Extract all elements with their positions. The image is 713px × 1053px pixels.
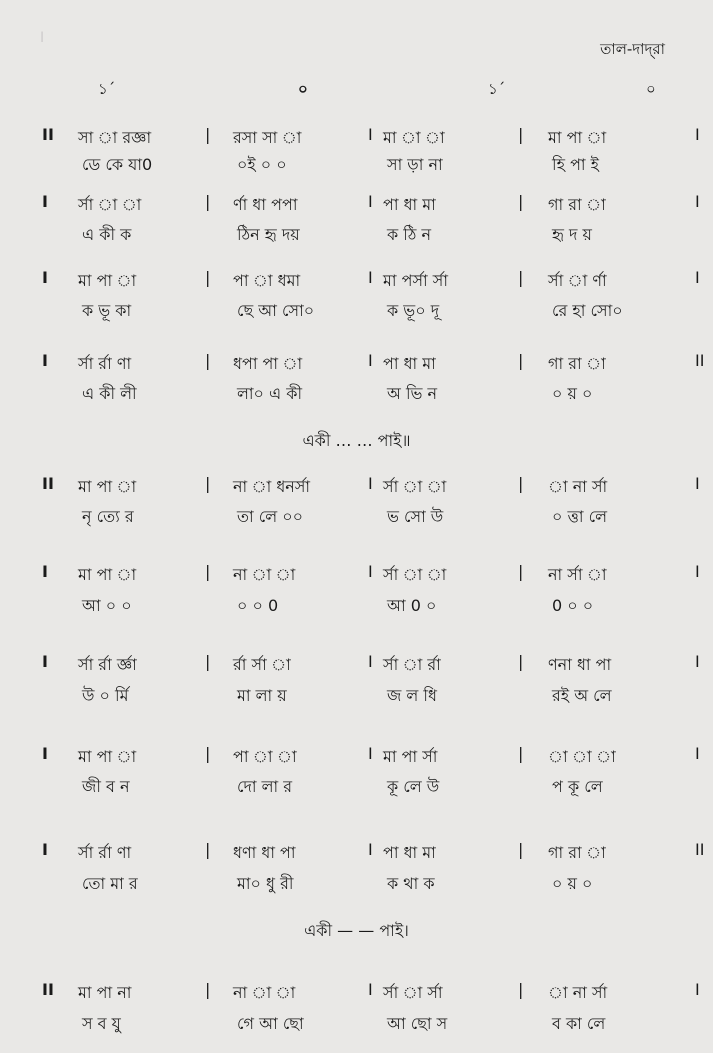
swar-segment: র্রা র্সা া — [233, 655, 291, 674]
swar-segment: রসা সা া — [233, 128, 302, 147]
lyric-segment: কূ লে উ — [387, 777, 440, 796]
swar-segment: র্সা র্রা ণা — [78, 843, 132, 862]
swar-segment: ধপা পা া — [233, 354, 303, 373]
barline: | — [205, 268, 211, 287]
barline: | — [205, 351, 211, 370]
barline: I — [368, 562, 373, 581]
swar-row — [0, 192, 713, 218]
swar-segment: ণনা ধা পা — [548, 655, 612, 674]
barline: I — [368, 840, 373, 859]
barline: I — [368, 268, 373, 287]
barline: I — [368, 652, 373, 671]
swar-row — [0, 474, 713, 500]
lyric-segment: ছে আ সো০ — [237, 301, 315, 320]
swar-row — [0, 562, 713, 588]
swar-segment: া া া — [548, 747, 616, 766]
lyric-segment: গে আ ছো — [237, 1014, 304, 1033]
lyric-row — [0, 504, 713, 530]
lyric-row — [0, 381, 713, 407]
lyric-segment: ক ভূ০ দূ — [387, 301, 440, 320]
swar-segment: পা ধা মা — [383, 843, 436, 862]
barline: | — [518, 562, 524, 581]
lyric-segment: এ কী ক — [82, 225, 132, 244]
lyric-segment: রই অ লে — [552, 686, 612, 705]
swar-segment: না া া — [233, 983, 296, 1002]
swar-row — [0, 652, 713, 678]
taal-label: তাল-দাদ্‌রা — [600, 40, 665, 58]
start-barline: I — [42, 268, 48, 287]
barline: I — [368, 125, 373, 144]
lyric-segment: লা০ এ কী — [237, 384, 303, 403]
swar-segment: মা পা া — [78, 271, 137, 290]
lyric-segment: এ কী লী — [82, 384, 137, 403]
end-barline: I — [695, 192, 700, 211]
start-barline: II — [42, 980, 54, 999]
end-barline: I — [695, 652, 700, 671]
beat-marker: ০ — [298, 80, 308, 98]
end-barline: I — [695, 125, 700, 144]
barline: | — [518, 192, 524, 211]
lyric-segment: ০ ০ 0 — [237, 596, 279, 615]
swar-segment: সা া রজ্ঞা — [78, 128, 152, 147]
barline: | — [518, 840, 524, 859]
lyric-segment: ক ঠি ন — [387, 225, 432, 244]
swar-row — [0, 351, 713, 377]
swar-segment: গা রা া — [548, 195, 606, 214]
lyric-segment: ক ভূ কা — [82, 301, 132, 320]
lyric-segment: আ ছো স — [387, 1014, 448, 1033]
swar-segment: মা পা া — [78, 477, 137, 496]
lyric-segment: ব কা লে — [552, 1014, 606, 1033]
swar-row — [0, 840, 713, 866]
beat-marker: ১´ — [98, 80, 116, 98]
swar-segment: না র্সা া — [548, 565, 607, 584]
barline: | — [518, 474, 524, 493]
swar-segment: া না র্সা — [548, 983, 608, 1002]
lyric-segment: রে হা সো০ — [552, 301, 623, 320]
lyric-segment: ডে কে যা0 — [82, 155, 153, 174]
barline: | — [518, 744, 524, 763]
lyric-row — [0, 1011, 713, 1037]
end-barline: II — [695, 840, 705, 859]
lyric-segment: 0 ০ ০ — [552, 596, 594, 615]
lyric-row — [0, 683, 713, 709]
lyric-segment: মা লা য় — [237, 686, 287, 705]
barline: | — [518, 351, 524, 370]
start-barline: I — [42, 652, 48, 671]
lyric-segment: দো লা র — [237, 777, 293, 796]
barline: | — [205, 840, 211, 859]
start-barline: I — [42, 351, 48, 370]
start-barline: II — [42, 125, 54, 144]
beat-markers — [0, 78, 713, 102]
barline: | — [205, 980, 211, 999]
lyric-segment: উ ০ র্মি — [82, 686, 129, 705]
swar-segment: পা া ধমা — [233, 271, 301, 290]
start-barline: I — [42, 840, 48, 859]
swar-row — [0, 125, 713, 151]
refrain-line: একী — — পাই। — [304, 921, 409, 940]
swar-segment: না া া — [233, 565, 296, 584]
lyric-segment: মা০ ধু রী — [237, 874, 294, 893]
lyric-segment: আ ০ ০ — [82, 596, 132, 615]
swar-segment: র্সা া র্ণা — [548, 271, 607, 290]
lyric-segment: ঠিন হৃ দয় — [237, 225, 300, 244]
lyric-segment: ক থা ক — [387, 874, 435, 893]
lyric-segment: ০ য় ০ — [552, 874, 593, 893]
swar-segment: ধণা ধা পা — [233, 843, 296, 862]
barline: | — [205, 562, 211, 581]
lyric-segment: ভ সো উ — [387, 507, 444, 526]
barline: | — [518, 652, 524, 671]
swar-segment: র্সা া া — [383, 477, 447, 496]
swar-segment: া না র্সা — [548, 477, 608, 496]
lyric-row — [0, 871, 713, 897]
swar-row — [0, 268, 713, 294]
end-barline: I — [695, 474, 700, 493]
barline: | — [205, 744, 211, 763]
start-barline: II — [42, 474, 54, 493]
barline: | — [518, 980, 524, 999]
swar-segment: পা ধা মা — [383, 195, 436, 214]
start-barline: I — [42, 562, 48, 581]
swar-segment: পা ধা মা — [383, 354, 436, 373]
swar-row — [0, 980, 713, 1006]
lyric-segment: সা ড়া না — [387, 155, 443, 174]
swar-segment: র্সা া া — [78, 195, 142, 214]
barline: | — [205, 474, 211, 493]
lyric-segment: নৃ ত্যে র — [82, 507, 134, 526]
lyric-segment: প কূ লে — [552, 777, 603, 796]
lyric-segment: ০ই ০ ০ — [237, 155, 287, 174]
barline: | — [518, 125, 524, 144]
barline: | — [205, 192, 211, 211]
swar-segment: মা পা া — [78, 565, 137, 584]
lyric-segment: তা লে ০০ — [237, 507, 304, 526]
lyric-segment: জী ব ন — [82, 777, 130, 796]
end-barline: I — [695, 562, 700, 581]
swar-segment: র্সা া র্রা — [383, 655, 441, 674]
barline: | — [518, 268, 524, 287]
swar-row — [0, 744, 713, 770]
swar-segment: পা া া — [233, 747, 297, 766]
lyric-row — [0, 774, 713, 800]
barline: I — [368, 192, 373, 211]
start-barline: I — [42, 744, 48, 763]
end-barline: I — [695, 268, 700, 287]
beat-marker: ০ — [646, 80, 656, 98]
end-barline: I — [695, 744, 700, 763]
beat-marker: ১´ — [488, 80, 506, 98]
lyric-segment: জ ল ধি — [387, 686, 437, 705]
swar-segment: মা পা া — [78, 747, 137, 766]
swar-segment: র্ণা ধা পপা — [233, 195, 298, 214]
barline: | — [205, 652, 211, 671]
swar-segment: র্সা র্রা ণা — [78, 354, 132, 373]
swar-segment: মা পা া — [548, 128, 607, 147]
lyric-segment: হৃ দ য় — [552, 225, 592, 244]
barline: I — [368, 474, 373, 493]
barline: I — [368, 744, 373, 763]
bleed-through-text: I — [40, 30, 45, 46]
lyric-row — [0, 593, 713, 619]
barline: I — [368, 980, 373, 999]
swar-segment: গা রা া — [548, 843, 606, 862]
swar-segment: মা পা না — [78, 983, 132, 1002]
swar-segment: মা া া — [383, 128, 445, 147]
end-barline: I — [695, 980, 700, 999]
lyric-segment: ০ য় ০ — [552, 384, 593, 403]
swar-segment: মা পর্সা র্সা — [383, 271, 448, 290]
swar-segment: গা রা া — [548, 354, 606, 373]
end-barline: II — [695, 351, 705, 370]
lyric-segment: স ব যু — [82, 1014, 121, 1033]
barline: I — [368, 351, 373, 370]
swar-segment: মা পা র্সা — [383, 747, 438, 766]
swar-segment: র্সা র্রা র্জ্ঞা — [78, 655, 137, 674]
swar-segment: না া ধনর্সা — [233, 477, 311, 496]
refrain-line: একী … … পাই॥ — [302, 431, 411, 450]
lyric-segment: ০ ত্তা লে — [552, 507, 608, 526]
lyric-row — [0, 298, 713, 324]
start-barline: I — [42, 192, 48, 211]
lyric-segment: তো মা র — [82, 874, 138, 893]
lyric-segment: অ ভি ন — [387, 384, 438, 403]
lyric-row — [0, 152, 713, 178]
lyric-row — [0, 222, 713, 248]
swar-segment: র্সা া া — [383, 565, 447, 584]
lyric-segment: আ 0 ০ — [387, 596, 437, 615]
swar-segment: র্সা া র্সা — [383, 983, 443, 1002]
lyric-segment: হি পা ই — [552, 155, 599, 174]
barline: | — [205, 125, 211, 144]
